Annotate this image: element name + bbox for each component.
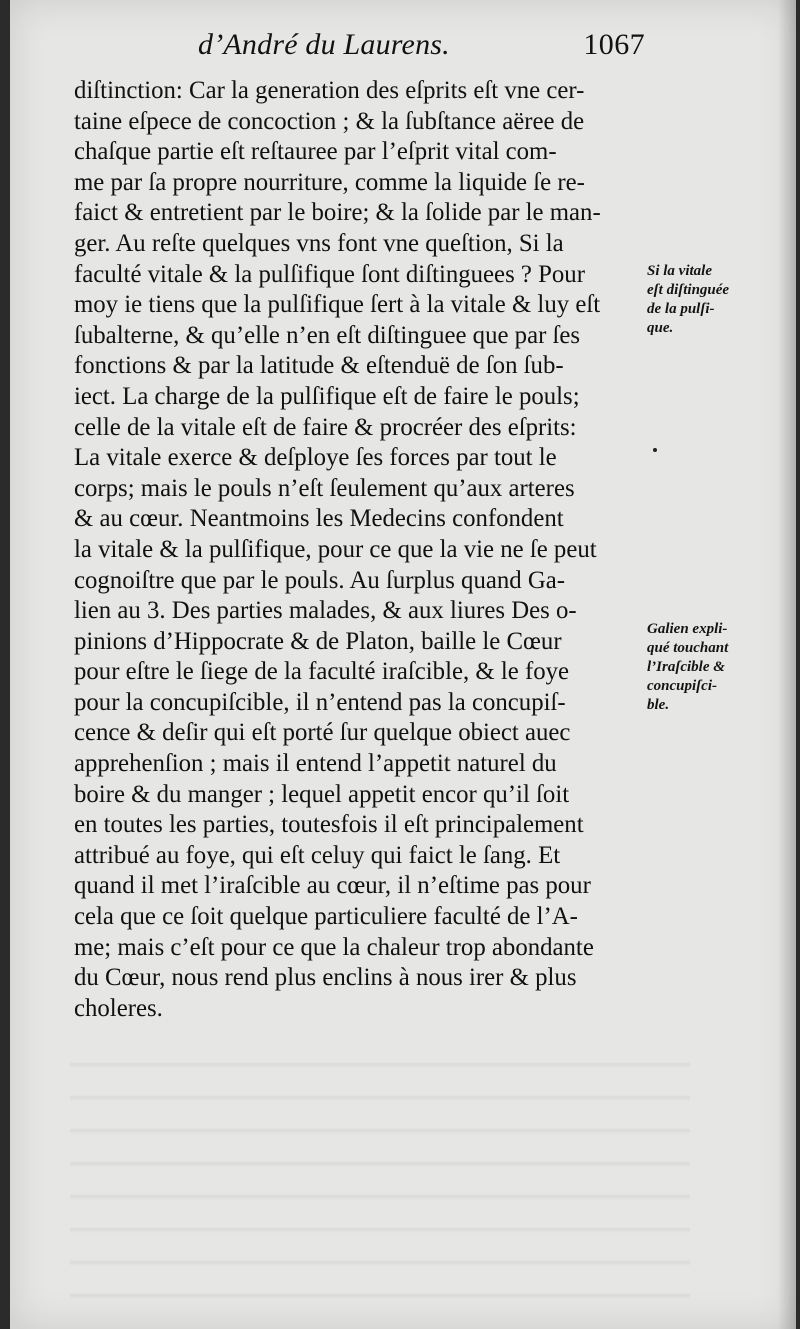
margin-note-line: concupiſci- [647, 678, 717, 694]
page-number: 1067 [583, 28, 645, 61]
margin-note-line: l’Iraſcible & [647, 659, 725, 675]
page-gutter-shadow [778, 0, 796, 1329]
text-line: iect. La charge de la pulſifique eſt de faire le pouls; [74, 382, 580, 410]
text-line: cela que ce ſoit quelque particuliere faculté de l’A- [74, 903, 578, 931]
book-page [10, 0, 796, 1329]
text-line: pour eſtre le ſiege de la faculté iraſcible, & le foye [74, 658, 570, 686]
text-line: quand il met l’iraſcible au cœur, il n’eſtime pas pour [74, 872, 591, 900]
text-line: & au cœur. Neantmoins les Medecins confondent [74, 505, 564, 533]
text-line: cence & deſir qui eſt porté ſur quelque obiect auec [74, 719, 571, 747]
margin-note-line: que. [647, 320, 674, 336]
text-line: ſubalterne, & qu’elle n’en eſt diſtinguee que par ſes [74, 321, 581, 349]
margin-note-galien [647, 620, 765, 715]
text-line: diſtinction: Car la generation des eſprits eſt vne cer- [74, 77, 585, 104]
page-header [180, 28, 660, 72]
text-line: corps; mais le pouls n’eſt ſeulement qu’aux arteres [74, 474, 575, 502]
text-line: chaſque partie eſt reſtauree par l’eſprit vital com- [74, 138, 557, 166]
ink-speck [653, 448, 657, 452]
text-line: apprehenſion ; mais il entend l’appetit naturel du [74, 750, 557, 778]
margin-note-line: Si la vitale [647, 263, 712, 279]
text-line: taine eſpece de concoction ; & la ſubſtance aëree de [74, 107, 585, 135]
text-line: celle de la vitale eſt de faire & procréer des eſprits: [74, 413, 577, 441]
margin-note-vitale [647, 262, 765, 338]
text-line: me; mais c’eſt pour ce que la chaleur trop abondante [74, 933, 594, 961]
margin-note-line: qué touchant [647, 640, 729, 656]
text-line: en toutes les parties, toutesfois il eſt principalement [74, 811, 584, 839]
margin-note-line: ble. [647, 697, 670, 713]
text-line: faculté vitale & la pulſifique ſont diſtinguees ? Pour [74, 260, 585, 288]
text-line: moy ie tiens que la pulſifique ſert à la vitale & luy eſt [74, 291, 601, 319]
text-line: choleres. [74, 994, 163, 1022]
running-head: d’André du Laurens. [198, 28, 450, 61]
body-text [74, 76, 639, 1024]
text-line: me par ſa propre nourriture, comme la liquide ſe re- [74, 168, 585, 196]
text-line: attribué au foye, qui eſt celuy qui faict le ſang. Et [74, 841, 561, 869]
text-line: La vitale exerce & deſploye ſes forces par tout le [74, 444, 557, 472]
text-line: fonctions & par la latitude & eſtenduë de ſon ſub- [74, 352, 564, 380]
text-line: pour la concupiſcible, il n’entend pas la concupiſ- [74, 688, 566, 716]
text-line: faict & entretient par le boire; & la ſolide par le man- [74, 199, 601, 227]
text-line: pinions d’Hippocrate & de Platon, baille le Cœur [74, 627, 562, 655]
margin-note-line: de la pulſi- [647, 301, 715, 317]
text-line: ger. Au reſte quelques vns font vne queſtion, Si la [74, 229, 564, 257]
margin-note-line: eſt diſtinguée [647, 282, 730, 298]
text-line: lien au 3. Des parties malades, & aux liures Des o- [74, 597, 577, 625]
show-through-text [70, 1040, 690, 1310]
text-line: cognoiſtre que par le pouls. Au ſurplus quand Ga- [74, 566, 566, 594]
margin-note-line: Galien expli- [647, 621, 728, 637]
text-line: boire & du manger ; lequel appetit encor qu’il ſoit [74, 780, 570, 808]
text-line: la vitale & la pulſifique, pour ce que la vie ne ſe peut [74, 535, 597, 563]
text-line: du Cœur, nous rend plus enclins à nous irer & plus [74, 964, 577, 992]
